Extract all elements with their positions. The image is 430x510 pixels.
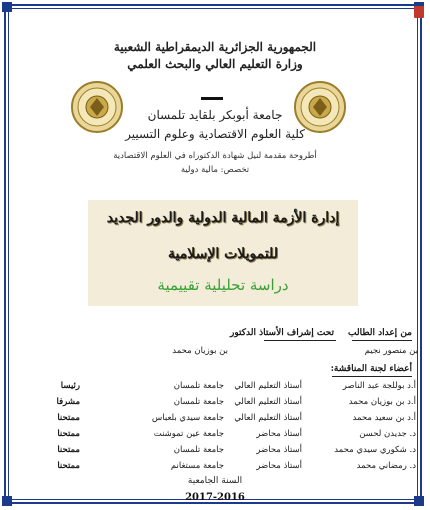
student-label-underline [352,340,412,341]
member-name: أ.د بوللجة عبد الناصر [342,381,416,391]
member-institution: جامعة تلمسان [173,397,224,407]
member-rank: أستاذ محاضر [256,461,302,471]
member-institution: جامعة تلمسان [173,381,224,391]
member-name: د. شكوري سيدي محمد [334,445,416,455]
specialization: تخصص: مالية دولية [180,165,250,175]
university-seal-icon [293,80,347,134]
member-rank: أستاذ محاضر [256,429,302,439]
member-institution: جامعة عين تموشنت [153,429,224,439]
member-role: ممتحنا [57,429,80,439]
student-label: من إعداد الطالب [348,328,412,338]
thesis-title-line2: للتمويلات الإسلامية [168,246,278,262]
thesis-title-line1: إدارة الأزمة المالية الدولية والدور الجديد [106,210,340,226]
university-seal-icon [70,80,124,134]
member-role: رئيسا [60,381,80,391]
republic-heading: الجمهورية الجزائرية الديمقراطية الشعبية [113,40,317,54]
member-rank: أستاذ التعليم العالي [234,397,302,407]
member-name: أ.د بن بوزيان محمد [348,397,416,407]
member-rank: أستاذ التعليم العالي [234,381,302,391]
committee-row [0,381,430,395]
committee-label-underline [332,376,412,377]
academic-year-label: السنة الجامعية [187,476,243,486]
member-role: ممتحنا [57,461,80,471]
thesis-note: أطروحة مقدمة لنيل شهادة الدكتوراه في العلوم الاقتصادية [113,151,317,161]
member-institution: جامعة سيدي بلعباس [151,413,224,423]
pdf-page-icon [414,6,424,18]
member-role: ممتحنا [57,445,80,455]
member-role: ممتحنا [57,413,80,423]
faculty-name: كلية العلوم الاقتصادية وعلوم التسيير [125,127,305,141]
supervisor-label: تحت إشراف الأستاذ الدكتور [230,328,334,338]
member-rank: أستاذ التعليم العالي [234,413,302,423]
committee-row [0,429,430,443]
supervisor-label-underline [264,340,336,341]
committee-row [0,445,430,459]
member-role: مشرفا [56,397,80,407]
thesis-subtitle: دراسة تحليلية تقييمية [157,276,289,294]
committee-row [0,397,430,411]
ministry-heading: وزارة التعليم العالي والبحث العلمي [127,57,303,71]
committee-row [0,413,430,427]
separator-dash [201,97,223,100]
supervisor-name: بن بوزيان محمد [172,346,228,356]
committee-label: أعضاء لجنة المناقشة: [330,364,412,374]
member-institution: جامعة مستغانم [170,461,224,471]
committee-row [0,461,430,475]
border-corner-ornament [2,2,12,12]
member-institution: جامعة تلمسان [173,445,224,455]
university-name: جامعة أبوبكر بلقايد تلمسان [147,108,283,122]
member-rank: أستاذ محاضر [256,445,302,455]
academic-year: 2017-2016 [185,492,245,503]
member-name: أ.د بن سعيد محمد [352,413,416,423]
member-name: د. جديدن لحسن [359,429,416,439]
member-name: د. رمضاني محمد [356,461,416,471]
student-name: بن منصور نجيم [364,346,418,356]
